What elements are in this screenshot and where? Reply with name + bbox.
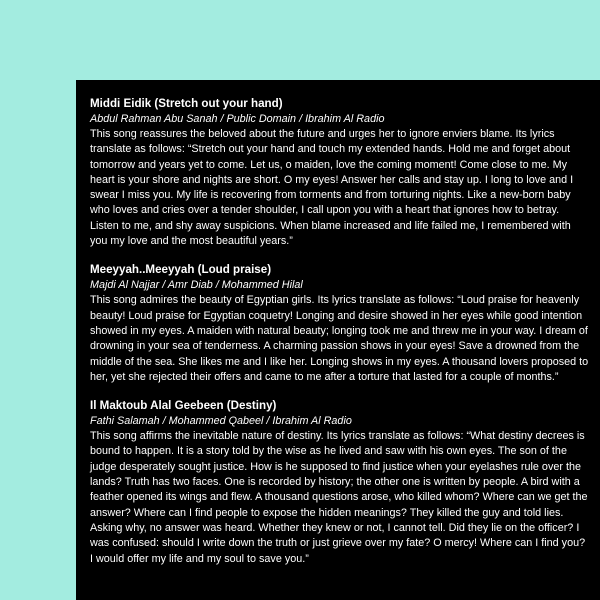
song-description: This song affirms the inevitable nature of destiny. Its lyrics translate as follows: “What destiny decrees is bound to happen. It is a story told by the wise as he lived and saw with his own eyes. The son of the judge desperately sought justice. How is he supposed to find justice when your eyelashes rule over the lands? Truth has two faces. One is recorded by history; the other one is written by people. A bird with a feather opened its wings and flew. A thousand questions arose, who killed whom? Where can we get the answer? Where can I find people to expose the hidden meanings? They killed the guy and told lies. Asking why, no answer was heard. Whether they knew or not, I cannot tell. Did they lie on the officer? I was confused: should I write down the truth or just grieve over my fate? O mercy! Where can I find you? I would offer my life and my soul to save you.”: [90, 430, 588, 565]
song-description: This song reassures the beloved about the future and urges her to ignore enviers blame. Its lyrics translate as follows: “Stretch out your hand and touch my extended hands. Hold me and forget about tomorrow and years yet to come. Let us, o maiden, love the coming moment! Come close to me. My heart is your shore and nights are short. O my eyes! Answer her calls and stay up. I long to love and I swear I miss you. My life is recovering from torments and from torturing nights. Like a new-born baby who loves and cries over a tender shoulder, I call upon you with a heart that ignores how to betray. Listen to me, and shy away suspicions. When blame increased and life failed me, I remembered with you my love and the most beautiful years.”: [90, 128, 574, 248]
song-title: Il Maktoub Alal Geebeen (Destiny): [90, 399, 277, 413]
song-credits: Abdul Rahman Abu Sanah / Public Domain / Ibrahim Al Radio: [90, 113, 385, 125]
liner-notes-panel: [76, 80, 600, 600]
song-entry: [90, 96, 590, 249]
song-credits: Fathi Salamah / Mohammed Qabeel / Ibrahim Al Radio: [90, 415, 352, 428]
song-title: Meeyyah..Meeyyah (Loud praise): [90, 263, 272, 277]
song-entry: [90, 262, 590, 385]
song-credits: Majdi Al Najjar / Amr Diab / Mohammed Hilal: [90, 279, 303, 292]
song-title: Middi Eidik (Stretch out your hand): [90, 97, 283, 110]
song-entry: [90, 398, 590, 567]
song-description: This song admires the beauty of Egyptian girls. Its lyrics translate as follows: “Loud praise for heavenly beauty! Loud praise for Egyptian coquetry! Longing and desire showed in her eyes while good intention showed in my eyes. A maiden with natural beauty; longing took me and threw me in your way. I dream of drowning in your sea of tenderness. A charming passion shows in your eyes! Save a drowned from the middle of the sea. She likes me and I like her. Longing shows in my eyes. A thousand lovers proposed to her, yet she rejected their offers and came to me after a torture that lasted for a couple of months.”: [90, 294, 589, 383]
